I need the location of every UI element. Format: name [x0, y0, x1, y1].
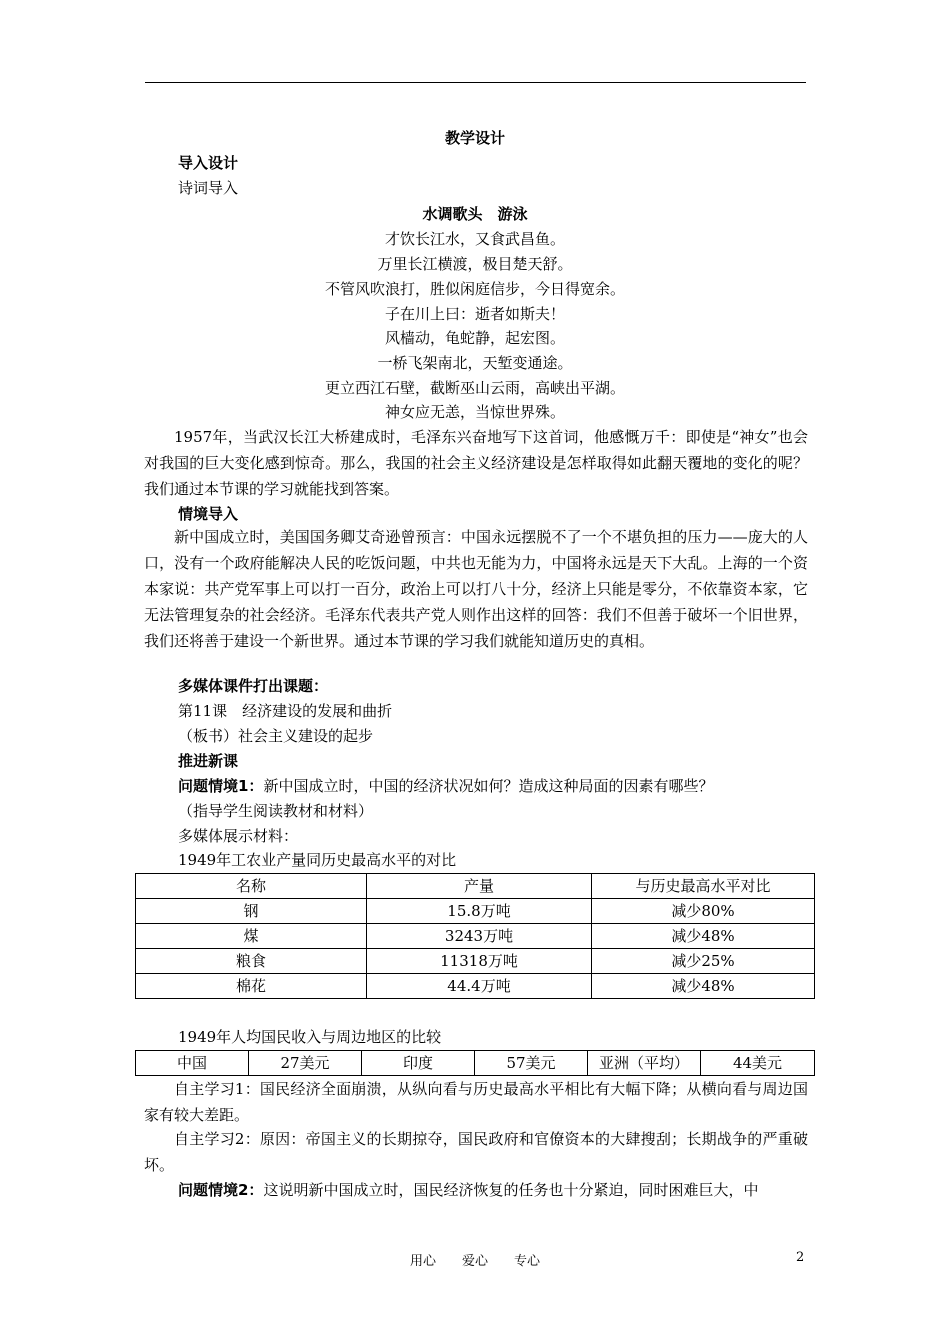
poem-intro-label: 诗词导入 — [178, 179, 239, 197]
media-material-label: 多媒体展示材料： — [178, 827, 299, 845]
page-heading: 教学设计 — [444, 129, 505, 147]
poem-line: 风樯动，龟蛇静，起宏图。 — [384, 329, 565, 347]
poem-line: 神女应无恙，当惊世界殊。 — [384, 403, 565, 421]
table-row — [136, 1051, 815, 1076]
production-table — [135, 873, 815, 999]
self-study-2: 自主学习2：原因：帝国主义的长期掠夺，国民政府和官僚资本的大肆搜刮；长期战争的严重破坏。 — [144, 1130, 808, 1174]
self-study-1: 自主学习1：国民经济全面崩溃，从纵向看与历史最高水平相比有大幅下降；从横向看与周边国家有较大差距。 — [144, 1080, 808, 1124]
header-rule — [145, 82, 806, 83]
table-cell: 减少48% — [592, 974, 815, 999]
question-2-text: 这说明新中国成立时，国民经济恢复的任务也十分紧迫，同时困难巨大，中 — [263, 1181, 759, 1199]
table-cell: 煤 — [136, 924, 367, 949]
table-cell: 粮食 — [136, 949, 367, 974]
table-cell: 印度 — [362, 1051, 475, 1076]
poem-line: 不管风吹浪打，胜似闲庭信步，今日得宽余。 — [324, 280, 625, 298]
paragraph-1957: 1957年，当武汉长江大桥建成时，毛泽东兴奋地写下这首词，他感慨万千：即使是“神女”也会对我国的巨大变化感到惊奇。那么，我国的社会主义经济建设是怎样取得如此翻天覆地的变化的呢？我们通过本节课的学习就能找到答案。 — [144, 428, 808, 498]
table-cell: 3243万吨 — [367, 924, 592, 949]
question-2-label: 问题情境2： — [178, 1181, 264, 1199]
table-header-row — [136, 874, 815, 899]
table1-caption: 1949年工农业产量同历史最高水平的对比 — [178, 851, 457, 869]
poem-line: 更立西江石壁，截断巫山云雨，高峡出平湖。 — [324, 379, 625, 397]
table-row — [136, 924, 815, 949]
table-cell: 57美元 — [475, 1051, 588, 1076]
table-cell: 44.4万吨 — [367, 974, 592, 999]
intro-design-heading: 导入设计 — [178, 154, 239, 172]
table-cell: 11318万吨 — [367, 949, 592, 974]
multimedia-title: 多媒体课件打出课题： — [178, 677, 329, 695]
table-cell: 钢 — [136, 899, 367, 924]
poem-line: 子在川上曰：逝者如斯夫！ — [384, 305, 565, 323]
poem-title: 水调歌头 游泳 — [422, 205, 528, 223]
page-footer: 用心 爱心 专心 — [409, 1254, 540, 1269]
table-row — [136, 899, 815, 924]
table-cell: 中国 — [136, 1051, 249, 1076]
question-2 — [178, 1180, 758, 1200]
table-cell: 15.8万吨 — [367, 899, 592, 924]
table-cell: 44美元 — [701, 1051, 815, 1076]
table-cell: 棉花 — [136, 974, 367, 999]
table-row — [136, 949, 815, 974]
poem-line: 一桥飞架南北，天堑变通途。 — [377, 354, 573, 372]
question-1-label: 问题情境1： — [178, 777, 264, 795]
question-1 — [178, 776, 713, 796]
question-1-guide: （指导学生阅读教材和材料） — [178, 802, 374, 820]
scene-intro-heading: 情境导入 — [178, 505, 239, 523]
lesson-title: 第11课 经济建设的发展和曲折 — [178, 702, 393, 720]
table-cell: 亚洲（平均） — [588, 1051, 701, 1076]
paragraph-acheson: 新中国成立时，美国国务卿艾奇逊曾预言：中国永远摆脱不了一个不堪负担的压力——庞大的人口，没有一个政府能解决人民的吃饭问题，中共也无能为力，中国将永远是天下大乱。上海的一个资本家说：共产党军事上可以打一百分，政治上可以打八十分，经济上只能是零分，不依靠资本家，它无法管理复杂的社会经济。毛泽东代表共产党人则作出这样的回答：我们不但善于破坏一个旧世界，我们还将善于建设一个新世界。通过本节课的学习我们就能知道历史的真相。 — [144, 528, 808, 650]
table-cell: 27美元 — [249, 1051, 362, 1076]
table-header-cell: 名称 — [136, 874, 367, 899]
poem-line: 万里长江横渡，极目楚天舒。 — [377, 255, 573, 273]
income-table — [135, 1050, 815, 1076]
poem-line: 才饮长江水，又食武昌鱼。 — [384, 230, 565, 248]
table-cell: 减少25% — [592, 949, 815, 974]
page-number: 2 — [796, 1250, 805, 1265]
table-row — [136, 974, 815, 999]
table-cell: 减少48% — [592, 924, 815, 949]
table-cell: 减少80% — [592, 899, 815, 924]
question-1-text: 新中国成立时，中国的经济状况如何？造成这种局面的因素有哪些？ — [263, 777, 714, 795]
table2-caption: 1949年人均国民收入与周边地区的比较 — [178, 1028, 442, 1046]
new-lesson-heading: 推进新课 — [178, 752, 239, 770]
table-header-cell: 与历史最高水平对比 — [592, 874, 815, 899]
table-header-cell: 产量 — [367, 874, 592, 899]
board-title: （板书）社会主义建设的起步 — [178, 727, 374, 745]
